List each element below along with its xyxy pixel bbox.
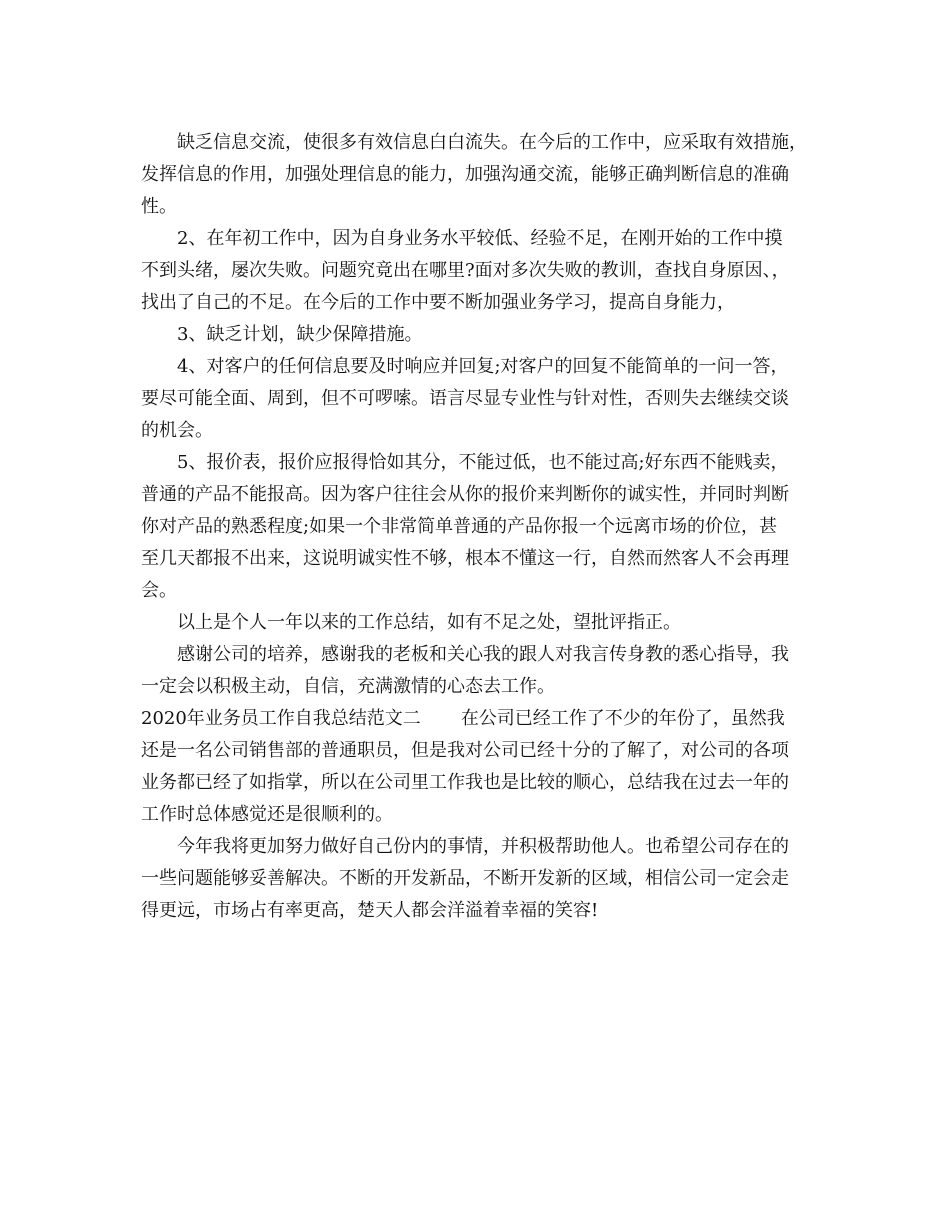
text-line: 普通的产品不能报高。因为客户往往会从你的报价来判断你的诚实性，并同时判断: [141, 484, 789, 505]
text-line: 你对产品的熟悉程度;如果一个非常简单普通的产品你报一个远离市场的价位，甚: [141, 516, 778, 537]
text-line: 找出了自己的不足。在今后的工作中要不断加强业务学习，提高自身能力，: [141, 292, 735, 313]
text-line: 还是一名公司销售部的普通职员，但是我对公司已经十分的了解了，对公司的各项: [141, 740, 789, 761]
text-line: 以上是个人一年以来的工作总结，如有不足之处，望批评指正。: [177, 612, 681, 633]
text-line: 3、缺乏计划，缺少保障措施。: [177, 324, 423, 345]
text-line: 业务都已经了如指掌，所以在公司里工作我也是比较的顺心，总结我在过去一年的: [141, 772, 789, 793]
text-line: 感谢公司的培养，感谢我的老板和关心我的跟人对我言传身教的悉心指导，我: [177, 644, 789, 665]
text-line: 一定会以积极主动，自信，充满激情的心态去工作。: [141, 676, 555, 697]
text-line: 今年我将更加努力做好自己份内的事情，并积极帮助他人。也希望公司存在的: [177, 836, 789, 857]
text-line: 至几天都报不出来，这说明诚实性不够，根本不懂这一行，自然而然客人不会再理: [141, 548, 789, 569]
text-line: 的机会。: [141, 420, 213, 441]
document-body: [141, 127, 831, 927]
text-line: 一些问题能够妥善解决。不断的开发新品，不断开发新的区域，相信公司一定会走: [141, 868, 789, 889]
text-line: 2、在年初工作中，因为自身业务水平较低、经验不足，在刚开始的工作中摸: [177, 228, 783, 249]
text-line: 会。: [141, 580, 177, 601]
text-line: 工作时总体感觉还是很顺利的。: [141, 804, 393, 825]
text-line: 性。: [141, 196, 177, 217]
text-line: 要尽可能全面、周到，但不可啰嗦。语言尽显专业性与针对性，否则失去继续交谈: [141, 388, 789, 409]
text-line: 得更远，市场占有率更高，楚天人都会洋溢着幸福的笑容!: [141, 900, 599, 921]
text-line: 缺乏信息交流，使很多有效信息白白流失。在今后的工作中，应采取有效措施，: [177, 132, 807, 153]
text-line: 发挥信息的作用，加强处理信息的能力，加强沟通交流，能够正确判断信息的准确: [141, 164, 789, 185]
text-line: 5、报价表，报价应报得恰如其分，不能过低，也不能过高;好东西不能贱卖，: [177, 452, 789, 473]
section-title: 2020年业务员工作自我总结范文二: [141, 708, 421, 729]
text-line: 4、对客户的任何信息要及时响应并回复;对客户的回复不能简单的一问一答，: [177, 356, 789, 377]
section-heading-line: [141, 703, 831, 735]
text-line: 不到头绪，屡次失败。问题究竟出在哪里?面对多次失败的教训，查找自身原因、，: [141, 260, 790, 281]
text-line: 在公司已经工作了不少的年份了，虽然我: [460, 708, 785, 729]
